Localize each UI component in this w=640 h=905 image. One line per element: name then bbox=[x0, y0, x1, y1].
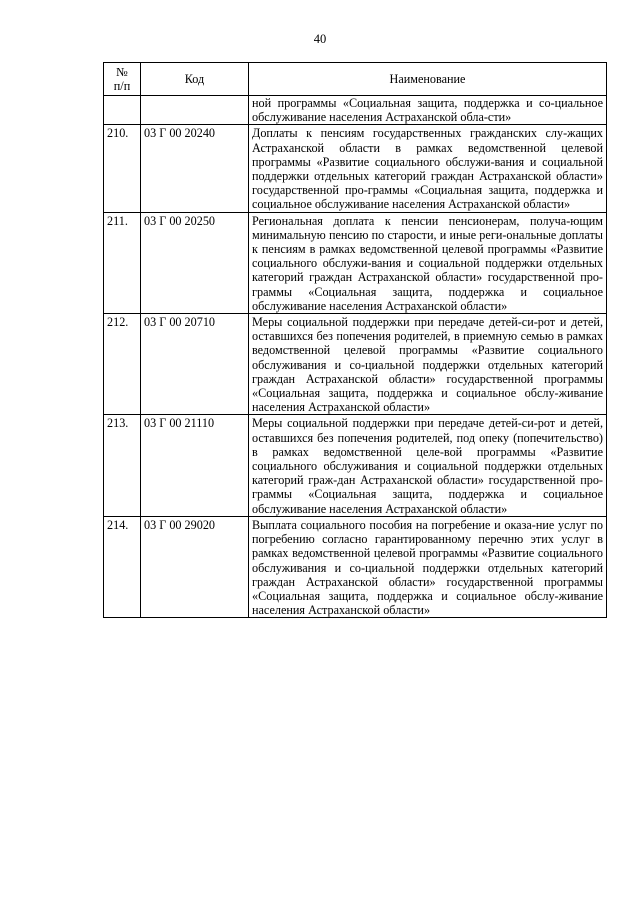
cell-name: Меры социальной поддержки при передаче детей-си-рот и детей, оставшихся без попечения родителей, в приемную семью в рамках ведомственной целевой программы «Развитие социального обслуживания и со-циальной поддержки отдельных категорий граждан Астраханской области» государственной программы «Социальная защита, поддержка и социальное обслу-живание населения Астраханской области» bbox=[249, 314, 607, 415]
header-number-line2: п/п bbox=[113, 79, 131, 93]
budget-code-table bbox=[103, 62, 607, 618]
table-row bbox=[104, 212, 607, 313]
table-row bbox=[104, 125, 607, 212]
cell-number: 212. bbox=[104, 314, 141, 415]
cell-code: 03 Г 00 20250 bbox=[141, 212, 249, 313]
cell-number: 213. bbox=[104, 415, 141, 516]
cell-number bbox=[104, 96, 141, 125]
table-header-row bbox=[104, 63, 607, 96]
cell-code bbox=[141, 96, 249, 125]
header-number bbox=[104, 63, 141, 96]
cell-name: Региональная доплата к пенсии пенсионерам, получа-ющим минимальную пенсию по старости, и иные реги-ональные доплаты к пенсиям в рамках ведомственной целевой программы «Развитие социального обслужи-вания и социальной поддержки отдельных категорий граждан Астраханской области» государственной про-граммы «Социальная защита, поддержка и социальное обслуживание населения Астраханской области» bbox=[249, 212, 607, 313]
cell-code: 03 Г 00 20240 bbox=[141, 125, 249, 212]
cell-code: 03 Г 00 21110 bbox=[141, 415, 249, 516]
table-row bbox=[104, 415, 607, 516]
cell-name: Доплаты к пенсиям государственных гражданских слу-жащих Астраханской области в рамках ведомственной целевой программы «Развитие социального обслужи-вания и социальной поддержки отдельных категорий граждан Астраханской области» государственной про-граммы «Социальная защита, поддержка и социальное обслуживание населения Астраханской области» bbox=[249, 125, 607, 212]
cell-name: Меры социальной поддержки при передаче детей-си-рот и детей, оставшихся без попечения родителей, под опеку (попечительство) в рамках ведомственной целе-вой программы «Развитие социального обслуживания и социальной поддержки отдельных категорий граж-дан Астраханской области» государственной про-граммы «Социальная защита, поддержка и социальное обслуживание населения Астраханской области» bbox=[249, 415, 607, 516]
page-number: 40 bbox=[313, 32, 327, 46]
table-row bbox=[104, 314, 607, 415]
cell-name: ной программы «Социальная защита, поддержка и со-циальное обслуживание населения Астраханской обла-сти» bbox=[249, 96, 607, 125]
cell-code: 03 Г 00 29020 bbox=[141, 516, 249, 617]
cell-number: 211. bbox=[104, 212, 141, 313]
header-name: Наименование bbox=[249, 63, 607, 96]
table-row bbox=[104, 516, 607, 617]
cell-name: Выплата социального пособия на погребение и оказа-ние услуг по погребению согласно гарантированному перечню этих услуг в рамках ведомственной целевой программы «Развитие социального обслуживания и со-циальной поддержки отдельных категорий граждан Астраханской области» государственной программы «Социальная защита, поддержка и социальное обслу-живание населения Астраханской области» bbox=[249, 516, 607, 617]
header-code: Код bbox=[141, 63, 249, 96]
cell-number: 210. bbox=[104, 125, 141, 212]
cell-code: 03 Г 00 20710 bbox=[141, 314, 249, 415]
table-row-continuation bbox=[104, 96, 607, 125]
cell-number: 214. bbox=[104, 516, 141, 617]
header-number-line1: № bbox=[116, 64, 128, 79]
